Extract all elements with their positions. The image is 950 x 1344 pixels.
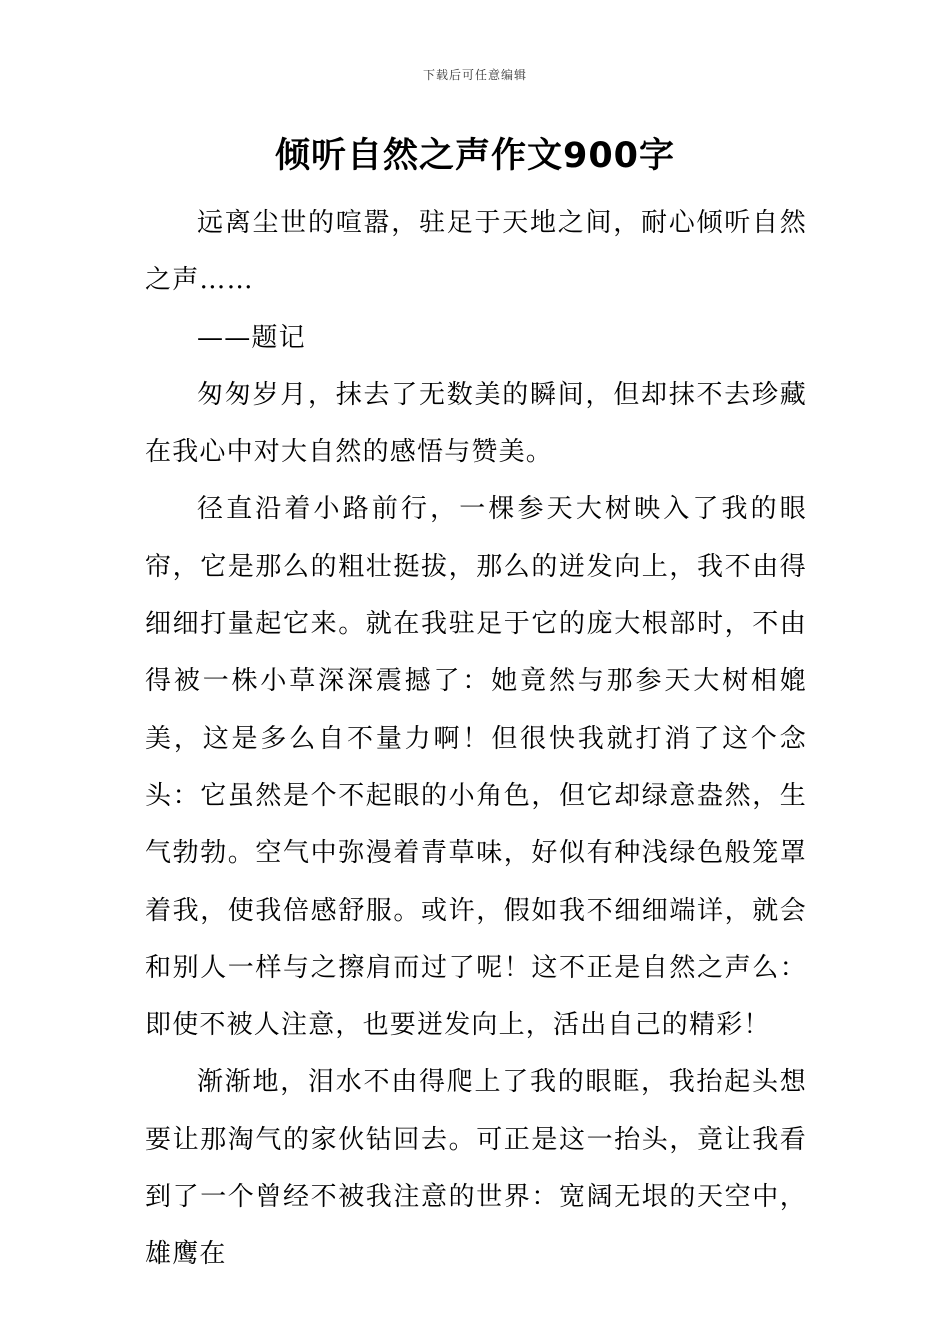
paragraph-3: 渐渐地，泪水不由得爬上了我的眼眶，我抬起头想要让那淘气的家伙钻回去。可正是这一抬头，竟让我看到了一个曾经不被我注意的世界：宽阔无垠的天空中，雄鹰在 xyxy=(145,1067,807,1270)
document-title: 倾听自然之声作文900字 xyxy=(274,136,676,176)
paragraph-1: 匆匆岁月，抹去了无数美的瞬间，但却抹不去珍藏在我心中对大自然的感悟与赞美。 xyxy=(145,379,807,468)
paragraph-2: 径直沿着小路前行，一棵参天大树映入了我的眼帘，它是那么的粗壮挺拔，那么的迸发向上，我不由得细细打量起它来。就在我驻足于它的庞大根部时，不由得被一株小草深深震撼了：她竟然与那参天大树相媲美，这是多么自不量力啊！但很快我就打消了这个念头：它虽然是个不起眼的小角色，但它却绿意盎然，生气勃勃。空气中弥漫着青草味，好似有种浅绿色般笼罩着我，使我倍感舒服。或许，假如我不细细端详，就会和别人一样与之擦肩而过了呢！这不正是自然之声么：即使不被人注意，也要迸发向上，活出自己的精彩！ xyxy=(145,494,807,1041)
document-body xyxy=(145,195,807,1284)
header-note: 下载后可任意编辑 xyxy=(422,68,527,82)
paragraph-epigraph-attribution: ——题记 xyxy=(197,322,306,353)
paragraph-epigraph: 远离尘世的喧嚣，驻足于天地之间，耐心倾听自然之声…… xyxy=(145,208,807,296)
